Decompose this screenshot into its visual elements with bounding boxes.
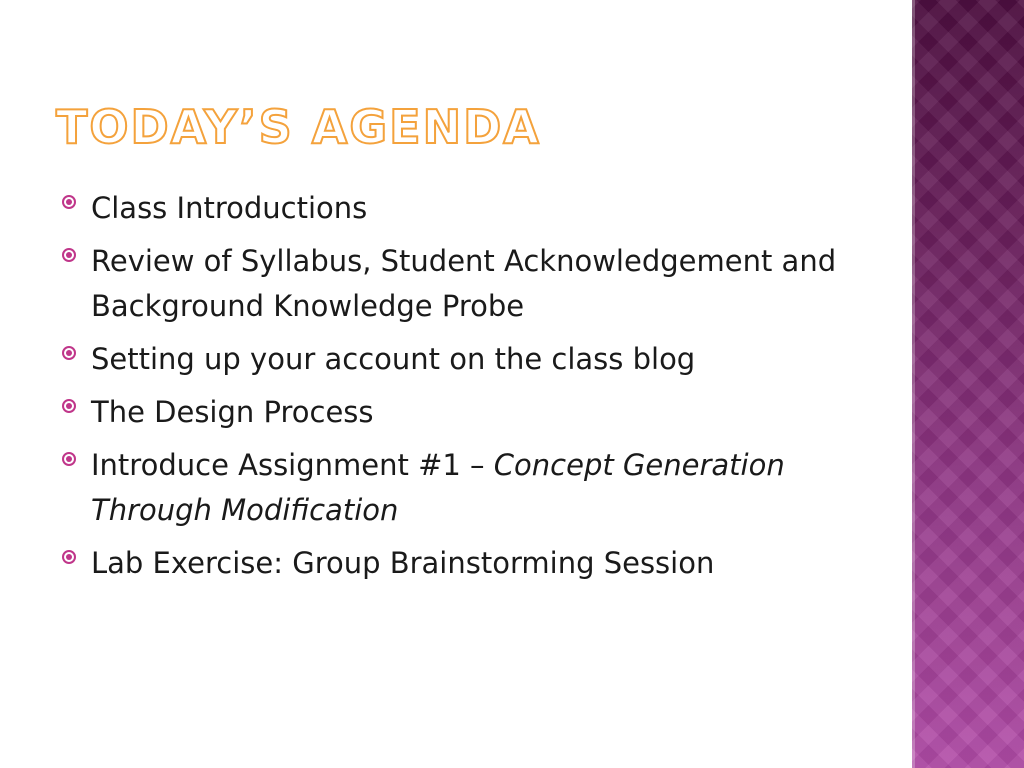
radio-bullet-icon: [62, 346, 76, 360]
agenda-item: [62, 239, 892, 329]
agenda-item-text: The Design Process: [91, 395, 374, 429]
agenda-item-text: Lab Exercise: Group Brainstorming Session: [91, 546, 715, 580]
decorative-side-band: [912, 0, 1024, 768]
agenda-item: [62, 186, 892, 231]
agenda-item: [62, 541, 892, 586]
radio-bullet-icon: [62, 452, 76, 466]
agenda-item: [62, 337, 892, 382]
agenda-item: [62, 443, 892, 533]
agenda-list: [62, 186, 892, 594]
agenda-item-text: Review of Syllabus, Student Acknowledgement and Background Knowledge Probe: [91, 244, 837, 323]
assignment-title: Concept Generation Through Modification: [91, 448, 785, 527]
agenda-item-text: Introduce Assignment #1 – Concept Generation Through Modification: [91, 448, 785, 527]
slide-title: TODAY’S AGENDA: [56, 100, 541, 154]
radio-bullet-icon: [62, 399, 76, 413]
agenda-item-text: Class Introductions: [91, 191, 368, 225]
radio-bullet-icon: [62, 195, 76, 209]
radio-bullet-icon: [62, 248, 76, 262]
agenda-item: [62, 390, 892, 435]
radio-bullet-icon: [62, 550, 76, 564]
agenda-item-text: Setting up your account on the class blog: [91, 342, 696, 376]
